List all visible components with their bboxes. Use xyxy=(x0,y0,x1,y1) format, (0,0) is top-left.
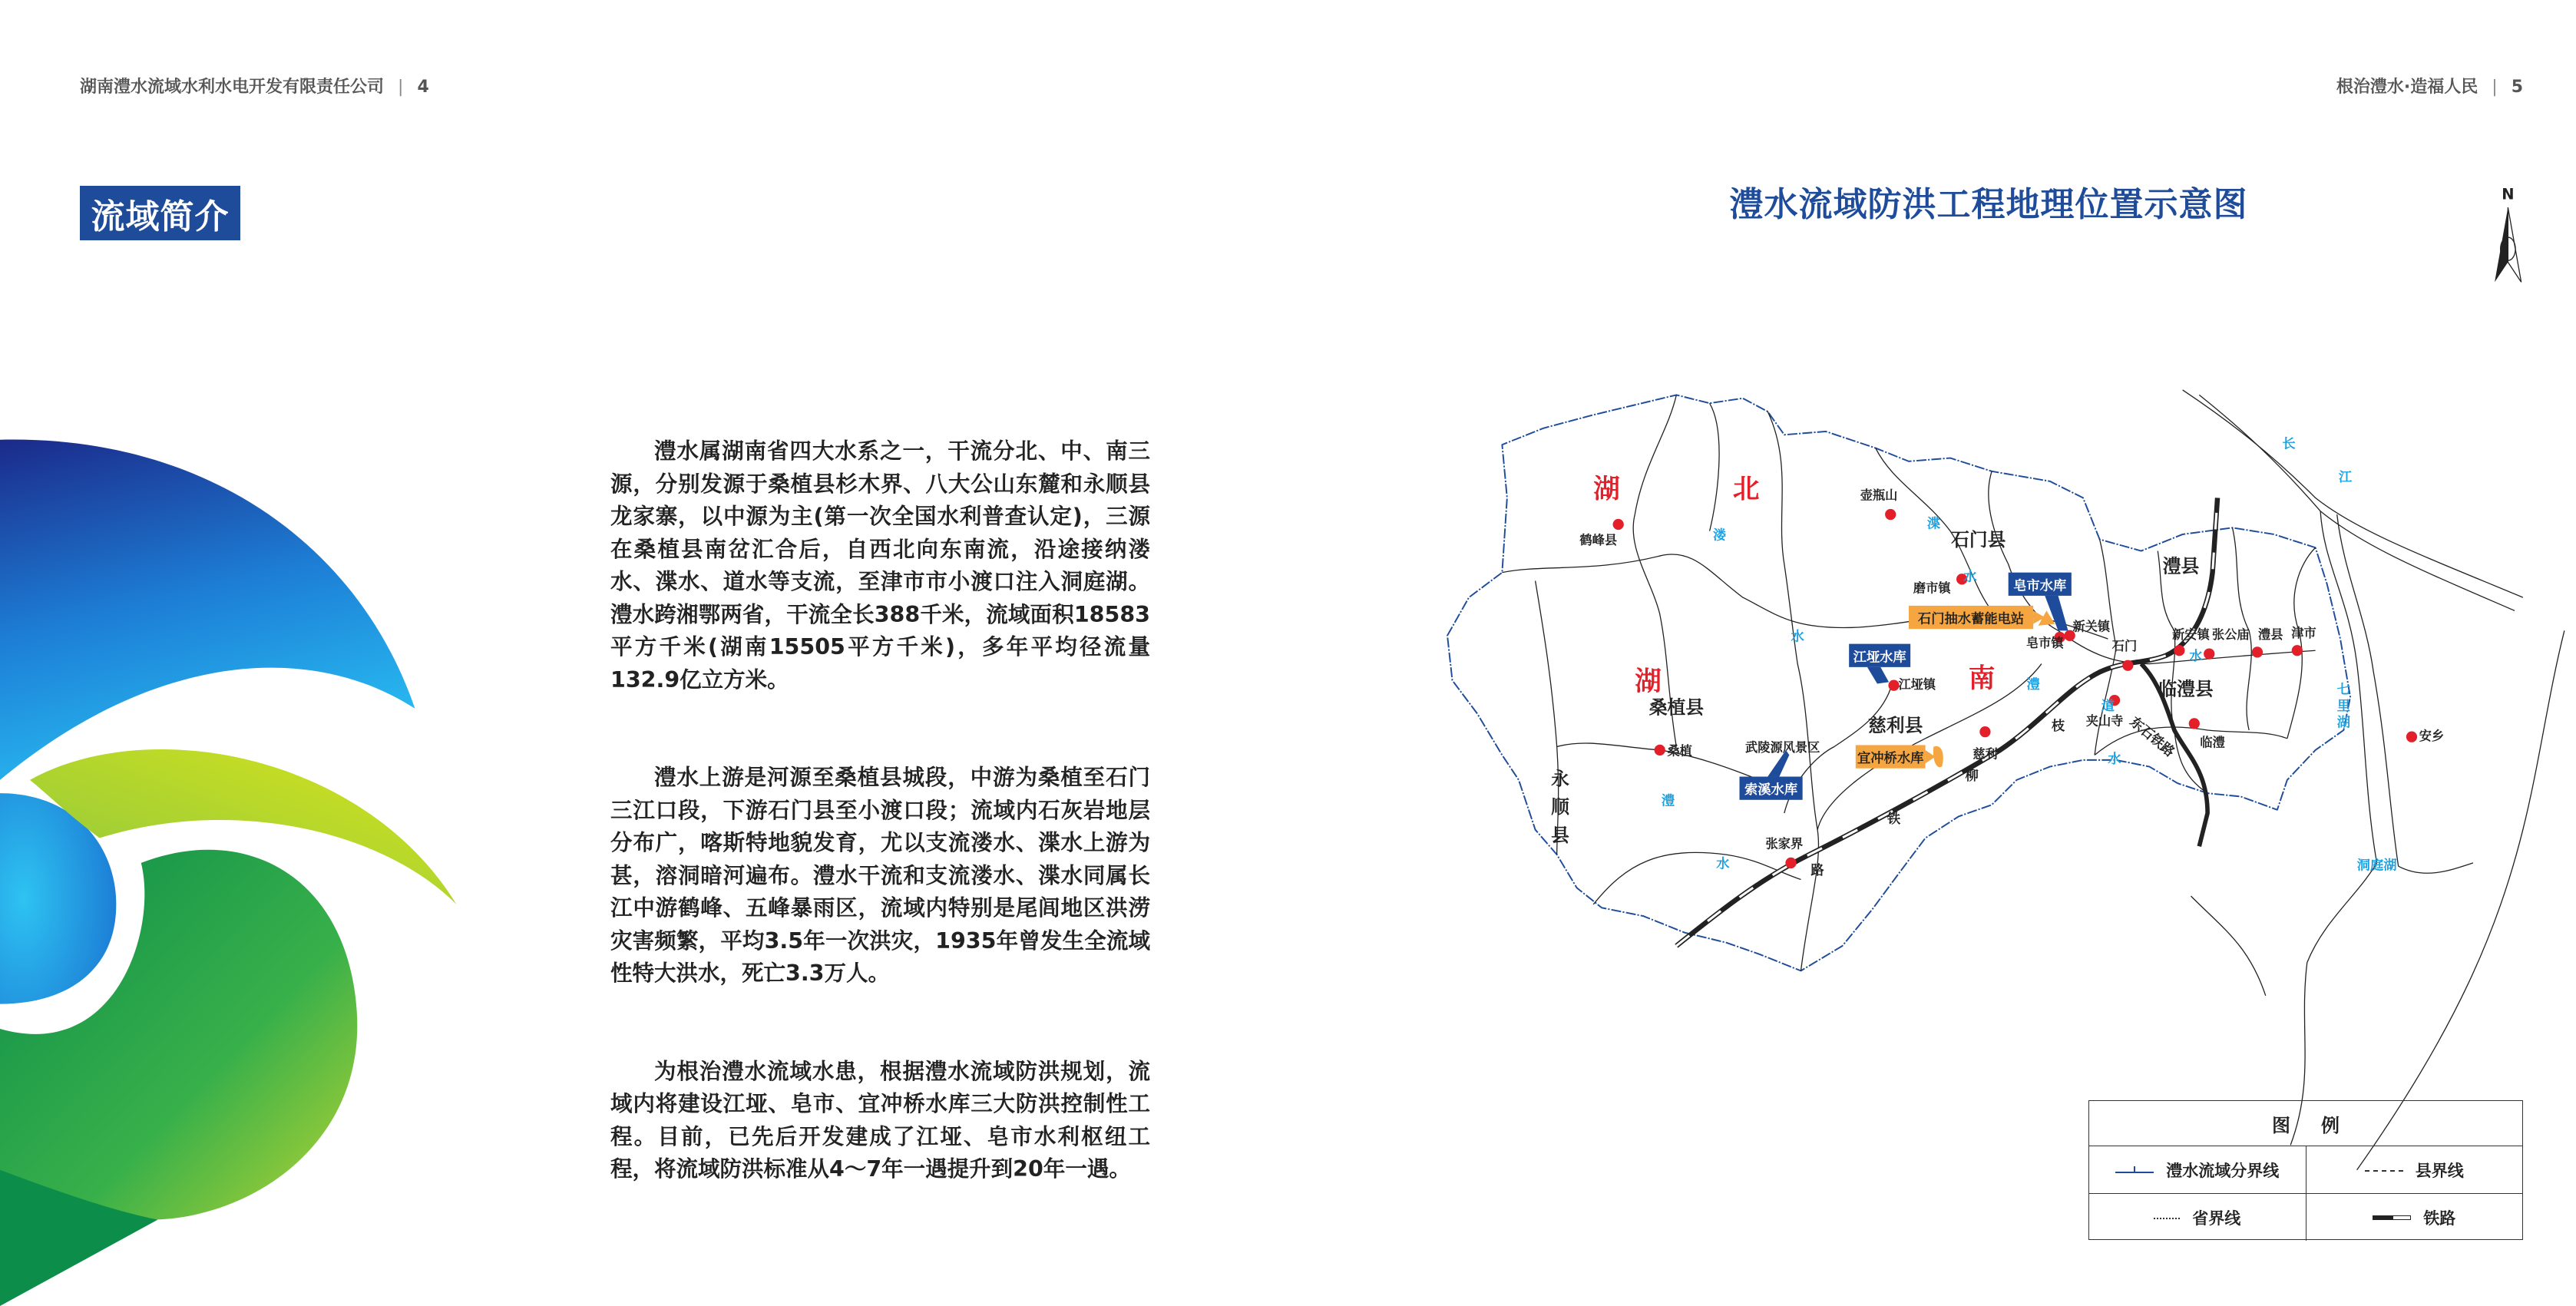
river-label: 湖 xyxy=(2336,715,2351,731)
town-label: 张公庙 xyxy=(2212,627,2250,643)
reservoir-zaoshi-pointer xyxy=(2045,596,2068,630)
railway-symbol xyxy=(2373,1214,2411,1222)
railway-label: 枝 xyxy=(2051,719,2065,735)
river-label: 水 xyxy=(1963,569,1977,585)
paragraph: 为根治澧水流域水患，根据澧水流域防洪规划，流域内将建设江垭、皂市、宜冲桥水库三大防洪控制性工程。目前，已先后开发建成了江垭、皂市水利枢纽工程，将流域防洪标准从4～7年一遇提升到20年一遇。 xyxy=(610,1058,1150,1182)
legend-title: 图例 xyxy=(2089,1101,2522,1146)
province-label: 湖 xyxy=(1635,666,1662,698)
north-label: N xyxy=(2502,185,2515,203)
separator: | xyxy=(2492,78,2498,97)
town-marker-icon xyxy=(2252,646,2263,657)
town-label: 临澧 xyxy=(2200,735,2225,750)
lake-label: 洞庭湖 xyxy=(2356,858,2397,874)
river-label: 长 xyxy=(2282,436,2296,452)
county-label: 石门县 xyxy=(1951,529,2006,551)
province-line-symbol xyxy=(2154,1214,2180,1222)
river-label: 里 xyxy=(2336,699,2351,715)
province-label: 湖 xyxy=(1593,474,1620,505)
town-label: 江垭镇 xyxy=(1898,676,1936,692)
river-label: 七 xyxy=(2336,682,2351,698)
legend-item-basin-boundary xyxy=(2089,1146,2306,1193)
pumped-storage-station-label: 石门抽水蓄能电站 xyxy=(1917,611,2025,627)
river-label: 水 xyxy=(1791,629,1804,645)
town-marker-icon xyxy=(2174,645,2184,656)
town-label: 安乡 xyxy=(2419,728,2445,743)
town-marker-icon xyxy=(1655,745,1665,755)
river-label: 溇 xyxy=(1712,527,1727,544)
railway-label: 东石铁路 xyxy=(2126,714,2178,761)
legend-label: 铁路 xyxy=(2423,1208,2456,1228)
legend-label: 县界线 xyxy=(2415,1161,2464,1180)
yangtze-and-shoreline xyxy=(2183,390,2564,1170)
province-label: 南 xyxy=(1968,663,1996,694)
reservoir-jiangya-pointer xyxy=(1867,667,1889,684)
town-marker-icon xyxy=(2122,660,2133,671)
town-marker-icon xyxy=(1785,858,1796,868)
county-label: 县 xyxy=(1551,824,1569,846)
legend-item-province-line xyxy=(2089,1194,2306,1241)
railway-label: 铁 xyxy=(1887,812,1901,828)
legend-item-railway xyxy=(2306,1194,2523,1241)
north-arrow-icon xyxy=(2495,185,2521,282)
town-label: 津市 xyxy=(2291,625,2316,640)
town-marker-icon xyxy=(2292,645,2303,656)
river-label: 水 xyxy=(2189,649,2203,665)
reservoir-jiangya-label: 江垭水库 xyxy=(1853,650,1906,666)
river-label: 水 xyxy=(1716,856,1730,872)
town-marker-icon xyxy=(1979,726,1990,737)
page-number-left: 4 xyxy=(417,78,429,97)
town-marker-icon xyxy=(2406,732,2417,742)
town-marker-icon xyxy=(2189,718,2200,729)
province-label: 北 xyxy=(1732,474,1760,505)
town-label: 张家界 xyxy=(1765,836,1804,851)
reservoir-yichongqiao-pointer xyxy=(1926,746,1943,767)
paragraph: 澧水上游是河源至桑植县城段，中游为桑植至石门三江口段，下游石门县至小渡口段；流域内石灰岩地层分布广，喀斯特地貌发育，尤以支流溇水、渫水上游为甚，溶洞暗河遍布。澧水干流和支流溇水、渫水同属长江中游鹤峰、五峰暴雨区，流域内特别是尾闾地区洪涝灾害频繁，平均3.5年一次洪灾，1935年曾发生全流域性特大洪水，死亡3.3万人。 xyxy=(610,765,1150,986)
county-label: 顺 xyxy=(1551,796,1569,818)
railway-label: 柳 xyxy=(1965,768,1979,784)
legend-label: 澧水流域分界线 xyxy=(2166,1161,2280,1180)
legend-label: 省界线 xyxy=(2192,1208,2241,1228)
reservoir-zaoshi-label: 皂市水库 xyxy=(2013,578,2067,594)
town-label: 新安镇 xyxy=(2172,627,2210,643)
town-label: 夹山寺 xyxy=(2085,713,2124,729)
town-label: 皂市镇 xyxy=(2025,635,2064,650)
county-label: 永 xyxy=(1551,768,1569,790)
town-label: 武陵源风景区 xyxy=(1745,740,1820,755)
river-label: 水 xyxy=(2108,752,2121,768)
town-label: 壶瓶山 xyxy=(1860,488,1898,503)
town-label: 慈利 xyxy=(1973,746,1998,762)
town-marker-icon xyxy=(1613,519,1624,530)
separator: | xyxy=(398,78,404,97)
reservoir-suoxi-label: 索溪水库 xyxy=(1744,782,1798,798)
town-label: 澧县 xyxy=(2258,627,2283,643)
county-label: 桑植县 xyxy=(1648,696,1704,719)
river-label: 道 xyxy=(2101,699,2115,715)
county-label: 临澧县 xyxy=(2158,678,2214,700)
page-number-right: 5 xyxy=(2511,78,2523,97)
town-label: 新关镇 xyxy=(2072,619,2111,634)
town-label: 桑植 xyxy=(1667,743,1692,759)
town-marker-icon xyxy=(1885,509,1896,520)
map-legend xyxy=(2088,1100,2523,1240)
town-marker-icon xyxy=(2204,648,2214,659)
town-label: 磨市镇 xyxy=(1913,580,1951,596)
legend-item-county-line xyxy=(2306,1146,2523,1193)
company-name: 湖南澧水流域水利水电开发有限责任公司 xyxy=(80,78,385,97)
map-labels xyxy=(1551,436,2444,878)
county-label: 澧县 xyxy=(2162,555,2200,577)
river-label: 澧 xyxy=(1661,793,1675,809)
paragraph: 澧水属湖南省四大水系之一，干流分北、中、南三源，分别发源于桑植县杉木界、八大公山东麓和永顺县龙家寨，以中源为主(第一次全国水利普查认定)，三源在桑植县南岔汇合后，自西北向东南流，沿途接纳溇水、渫水、道水等支流，至津市市小渡口注入洞庭湖。澧水跨湘鄂两省，干流全长388千米，流域面积18583平方千米(湖南15505平方千米)，多年平均径流量132.9亿立方米。 xyxy=(610,438,1150,693)
town-label: 鹤峰县 xyxy=(1579,532,1618,547)
slogan: 根治澧水·造福人民 xyxy=(2336,78,2478,97)
river-label: 江 xyxy=(2338,469,2353,485)
county-line-symbol xyxy=(2365,1166,2403,1174)
railway-label: 路 xyxy=(1810,863,1824,879)
river-label: 渫 xyxy=(1926,516,1941,532)
basin-boundary-symbol xyxy=(2115,1166,2154,1174)
county-label: 慈利县 xyxy=(1868,715,1923,737)
river-label: 澧 xyxy=(2026,676,2040,693)
town-label: 石门 xyxy=(2111,639,2138,654)
section-title: 流域简介 xyxy=(80,186,240,240)
reservoir-yichongqiao-label: 宜冲桥水库 xyxy=(1857,751,1924,767)
map-title: 澧水流域防洪工程地理位置示意图 xyxy=(1729,185,2248,224)
